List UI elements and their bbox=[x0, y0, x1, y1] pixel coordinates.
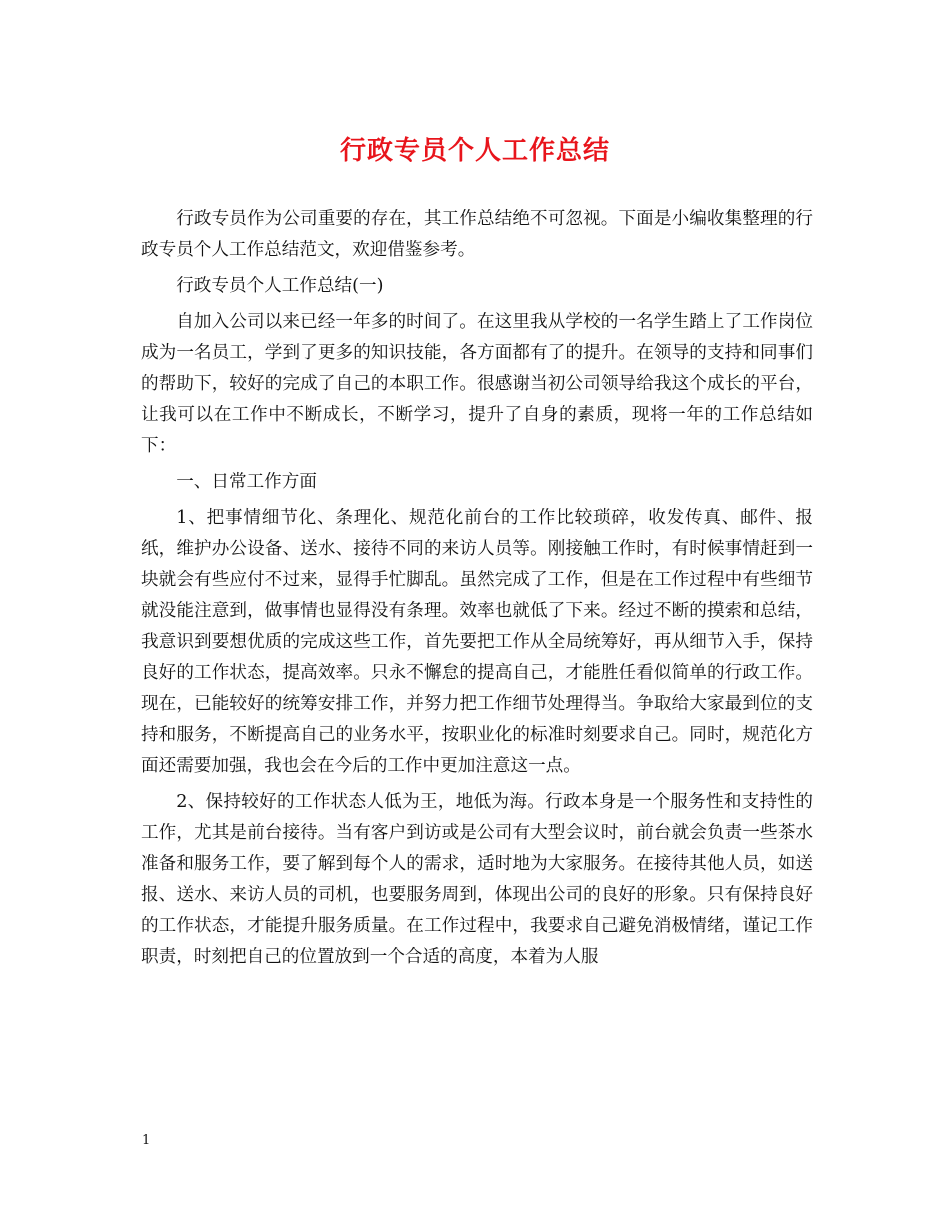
body-paragraph: 1、把事情细节化、条理化、规范化前台的工作比较琐碎，收发传真、邮件、报纸，维护办公设备、送水、接待不同的来访人员等。刚接触工作时，有时候事情赶到一块就会有些应付不过来，显得手忙脚乱。虽然完成了工作，但是在工作过程中有些细节就没能注意到，做事情也显得没有条理。效率也就低了下来。经过不断的摸索和总结，我意识到要想优质的完成这些工作，首先要把工作从全局统筹好，再从细节入手，保持良好的工作状态，提高效率。只永不懈怠的提高自己，才能胜任看似简单的行政工作。现在，已能较好的统筹安排工作，并努力把工作细节处理得当。争取给大家最到位的支持和服务，不断提高自己的业务水平，按职业化的标准时刻要求自己。同时，规范化方面还需要加强，我也会在今后的工作中更加注意这一点。 bbox=[141, 508, 813, 776]
body-paragraph: 自加入公司以来已经一年多的时间了。在这里我从学校的一名学生踏上了工作岗位成为一名员工，学到了更多的知识技能，各方面都有了的提升。在领导的支持和同事们的帮助下，较好的完成了自己的本职工作。很感谢当初公司领导给我这个成长的平台，让我可以在工作中不断成长，不断学习，提升了自身的素质，现将一年的工作总结如下： bbox=[141, 312, 813, 456]
document-body bbox=[141, 204, 813, 978]
subsection-heading: 一、日常工作方面 bbox=[176, 472, 317, 492]
section-heading-1: 行政专员个人工作总结(一) bbox=[176, 276, 384, 296]
page-title: 行政专员个人工作总结 bbox=[339, 136, 610, 166]
page-number: 1 bbox=[142, 1133, 151, 1148]
intro-paragraph: 行政专员作为公司重要的存在，其工作总结绝不可忽视。下面是小编收集整理的行政专员个人工作总结范文，欢迎借鉴参考。 bbox=[141, 209, 813, 260]
body-paragraph: 2、保持较好的工作状态人低为王，地低为海。行政本身是一个服务性和支持性的工作，尤其是前台接待。当有客户到访或是公司有大型会议时，前台就会负责一些茶水准备和服务工作，要了解到每个人的需求，适时地为大家服务。在接待其他人员，如送报、送水、来访人员的司机，也要服务周到，体现出公司的良好的形象。只有保持良好的工作状态，才能提升服务质量。在工作过程中，我要求自己避免消极情绪，谨记工作职责，时刻把自己的位置放到一个合适的高度，本着为人服 bbox=[141, 792, 813, 967]
